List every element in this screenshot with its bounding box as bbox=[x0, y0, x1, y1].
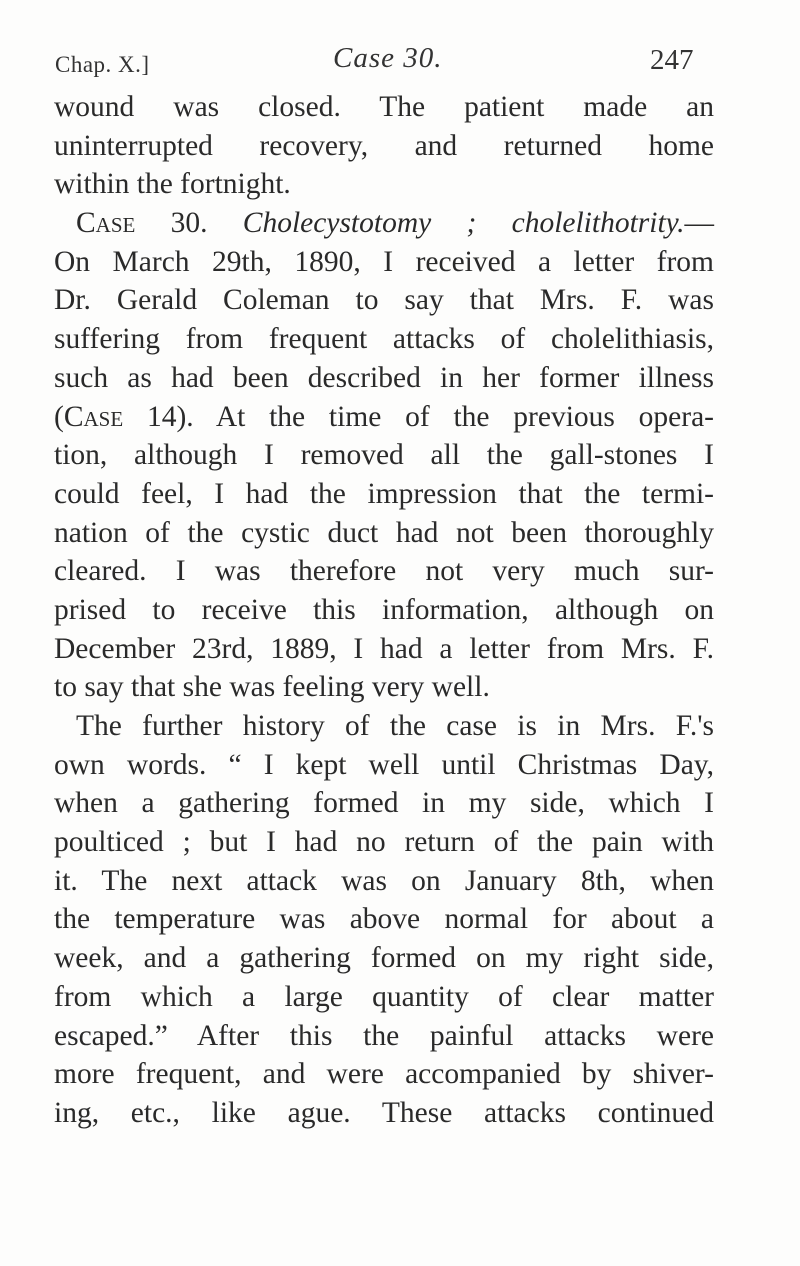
text-line: when a gathering formed in my side, which I bbox=[54, 787, 714, 820]
case-title-line bbox=[54, 204, 714, 243]
text-line: prised to receive this information, although on bbox=[54, 593, 714, 626]
text-line: from which a large quantity of clear matter bbox=[54, 980, 714, 1013]
text-line: uninterrupted recovery, and returned home bbox=[54, 129, 714, 162]
page-number: 247 bbox=[650, 44, 694, 76]
case-label: Case bbox=[63, 400, 124, 433]
text-line: more frequent, and were accompanied by shiver- bbox=[54, 1058, 714, 1091]
case-label: Case bbox=[76, 207, 136, 240]
text-line: nation of the cystic duct had not been thoroughly bbox=[54, 516, 714, 549]
chapter-label: Chap. X.] bbox=[55, 52, 150, 77]
text-line: wound was closed. The patient made an bbox=[54, 91, 714, 123]
case-number: 30. bbox=[135, 207, 243, 240]
text-line: within the fortnight. bbox=[54, 168, 291, 201]
text-line: could feel, I had the impression that the termi- bbox=[54, 477, 714, 510]
text-line: it. The next attack was on January 8th, when bbox=[54, 864, 714, 897]
running-head bbox=[0, 0, 800, 100]
case-dash: — bbox=[684, 207, 714, 240]
text-line: such as had been described in her former illness bbox=[54, 361, 714, 394]
open-paren: ( bbox=[54, 400, 64, 433]
text-line: Dr. Gerald Coleman to say that Mrs. F. was bbox=[54, 284, 714, 317]
line-rest: 14). At the time of the previous opera- bbox=[123, 400, 714, 433]
text-line: suffering from frequent attacks of cholelithiasis, bbox=[54, 323, 714, 356]
text-line: week, and a gathering formed on my right side, bbox=[54, 942, 714, 975]
body-text bbox=[54, 88, 714, 1133]
text-line: December 23rd, 1889, I had a letter from Mrs. F. bbox=[54, 632, 714, 665]
text-line: ing, etc., like ague. These attacks continued bbox=[54, 1096, 714, 1129]
text-line: to say that she was feeling very well. bbox=[54, 671, 490, 704]
text-line: poulticed ; but I had no return of the pain with bbox=[54, 826, 714, 859]
case-heading: Case 30. bbox=[333, 42, 443, 74]
text-line: On March 29th, 1890, I received a letter from bbox=[54, 245, 714, 278]
text-line: The further history of the case is in Mrs. F.'s bbox=[76, 710, 714, 742]
case-procedure: Cholecystotomy ; cholelithotrity. bbox=[242, 207, 685, 240]
case-reference-line bbox=[54, 398, 714, 437]
text-line: own words. “ I kept well until Christmas Day, bbox=[54, 748, 714, 781]
text-line: cleared. I was therefore not very much sur- bbox=[54, 555, 714, 588]
text-line: escaped.” After this the painful attacks were bbox=[54, 1019, 714, 1052]
text-line: tion, although I removed all the gall-stones I bbox=[54, 439, 714, 472]
text-line: the temperature was above normal for about a bbox=[54, 903, 714, 936]
